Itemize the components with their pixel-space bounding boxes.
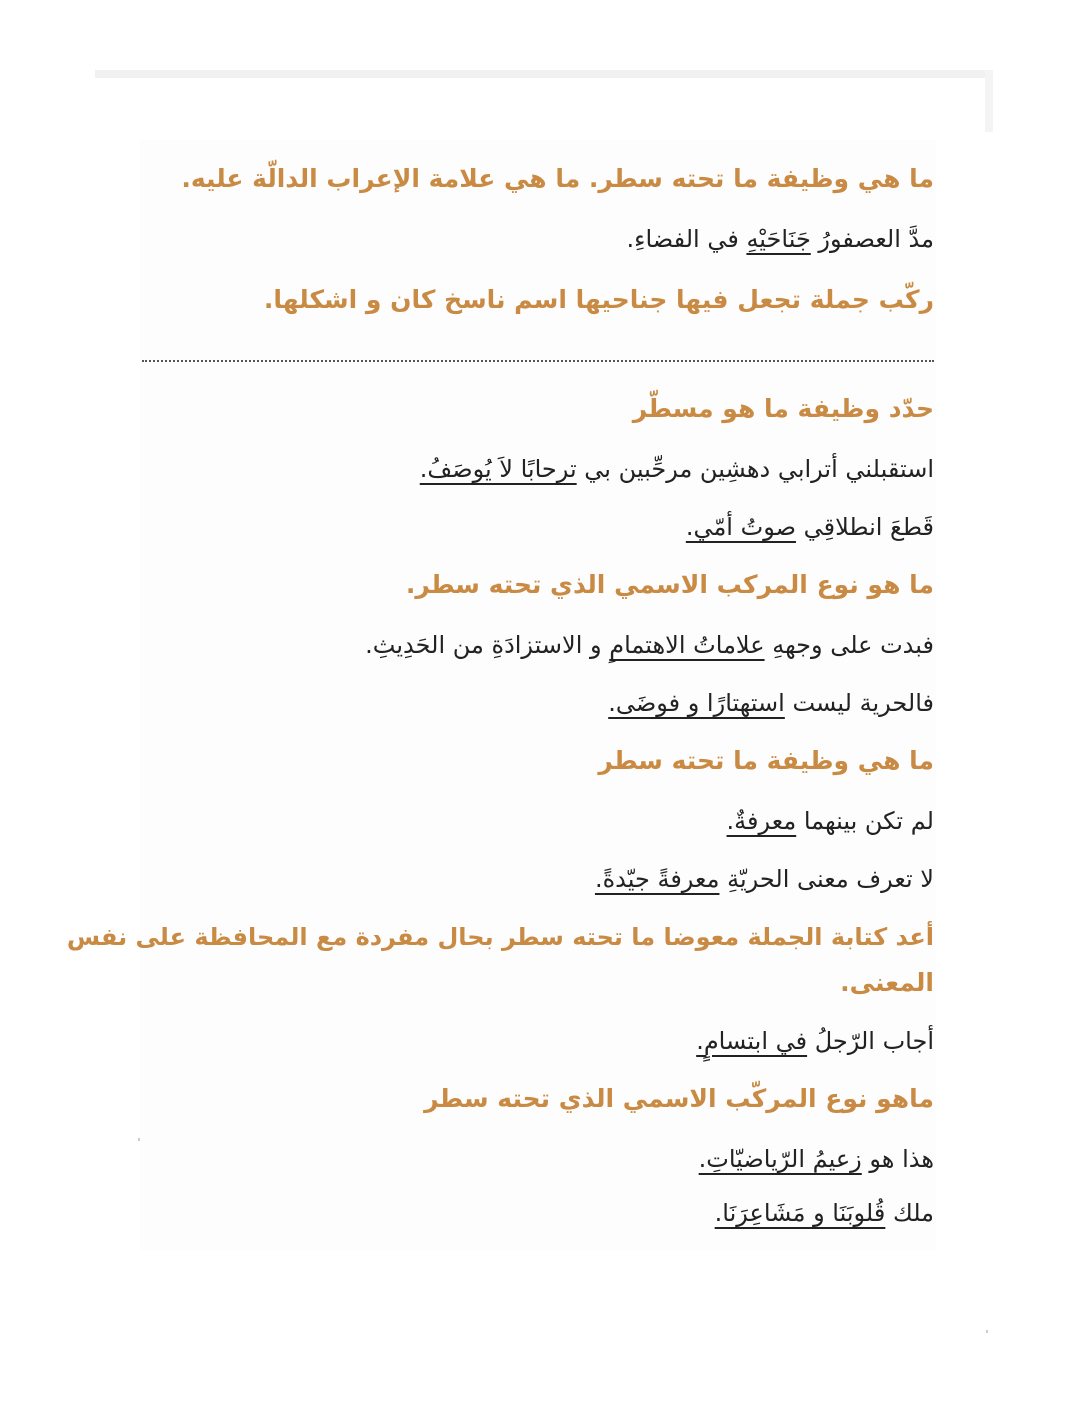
sentence-text: لم تكن بينهما [796, 807, 934, 835]
scan-speck [138, 1138, 140, 1141]
question-2-prompt: ركّب جملة تجعل فيها جناحيها اسم ناسخ كان و اشكلها. [263, 285, 934, 314]
question-6-prompt-line-1: أعد كتابة الجملة معوضا ما تحته سطر بحال مفردة مع المحافظة على نفس [66, 923, 934, 951]
question-4-sentence-2 [144, 686, 934, 720]
top-edge-band [95, 70, 993, 78]
scan-speck [986, 1330, 988, 1333]
question-1-prompt: ما هي وظيفة ما تحته سطر. ما هي علامة الإعراب الدالّة عليه. [181, 164, 934, 193]
underlined-text: معرفةً جيّدةً. [594, 865, 720, 893]
underlined-text: في ابتسامٍ. [696, 1027, 808, 1055]
sentence-text: هذا هو [861, 1145, 934, 1173]
question-7-prompt: ماهو نوع المركّب الاسمي الذي تحته سطر [424, 1084, 934, 1113]
question-1-sentence [144, 222, 934, 256]
question-7-sentence-2 [144, 1196, 934, 1230]
question-3-prompt: حدّد وظيفة ما هو مسطّر [632, 394, 934, 423]
underlined-text: علاماتُ الاهتمامِ [609, 631, 765, 659]
sentence-text: قَطعَ انطلاقِي [795, 513, 934, 541]
sentence-text: فبدت على وجههِ [764, 631, 934, 659]
sentence-text: استقبلني أترابي دهشِين مرحِّبين بي [576, 455, 934, 483]
question-5-sentence-1 [144, 804, 934, 838]
sentence-text: لا تعرف معنى الحريّةِ [719, 865, 934, 893]
right-edge-band [985, 70, 993, 132]
question-3-sentence-1 [144, 452, 934, 486]
sentence-text: في الفضاءِ. [626, 225, 747, 253]
underlined-text: معرفةٌ. [726, 807, 797, 835]
sentence-text: فالحرية ليست [784, 689, 934, 717]
sentence-text: و الاستزادَةِ من الحَدِيثِ. [365, 631, 610, 659]
underlined-text: صوتُ أمّي. [685, 513, 796, 541]
question-6-sentence-1 [144, 1024, 934, 1058]
question-7-sentence-1 [144, 1142, 934, 1176]
sentence-text: ملك [885, 1199, 934, 1227]
underlined-text: جَنَاحَيْهِ [746, 225, 811, 253]
sentence-text: أجاب الرّجلُ [807, 1027, 934, 1055]
worksheet-content [66, 140, 936, 1250]
question-3-sentence-2 [144, 510, 934, 544]
question-6-prompt-line-2: المعنى. [840, 968, 934, 997]
underlined-text: ترحابًا لاَ يُوصَفُ. [419, 455, 577, 483]
question-5-sentence-2 [144, 862, 934, 896]
underlined-text: زعيمُ الرّياضيّاتِ. [698, 1145, 862, 1173]
answer-dotted-line [142, 360, 934, 362]
underlined-text: استهتارًا و فوضَى. [608, 689, 785, 717]
sentence-text: مدَّ العصفورُ [810, 225, 934, 253]
question-4-prompt: ما هو نوع المركب الاسمي الذي تحته سطر. [405, 570, 934, 599]
question-5-prompt: ما هي وظيفة ما تحته سطر [598, 746, 934, 775]
underlined-text: قُلوبَنَا و مَشَاعِرَنَا. [714, 1199, 886, 1227]
question-4-sentence-1 [144, 628, 934, 662]
